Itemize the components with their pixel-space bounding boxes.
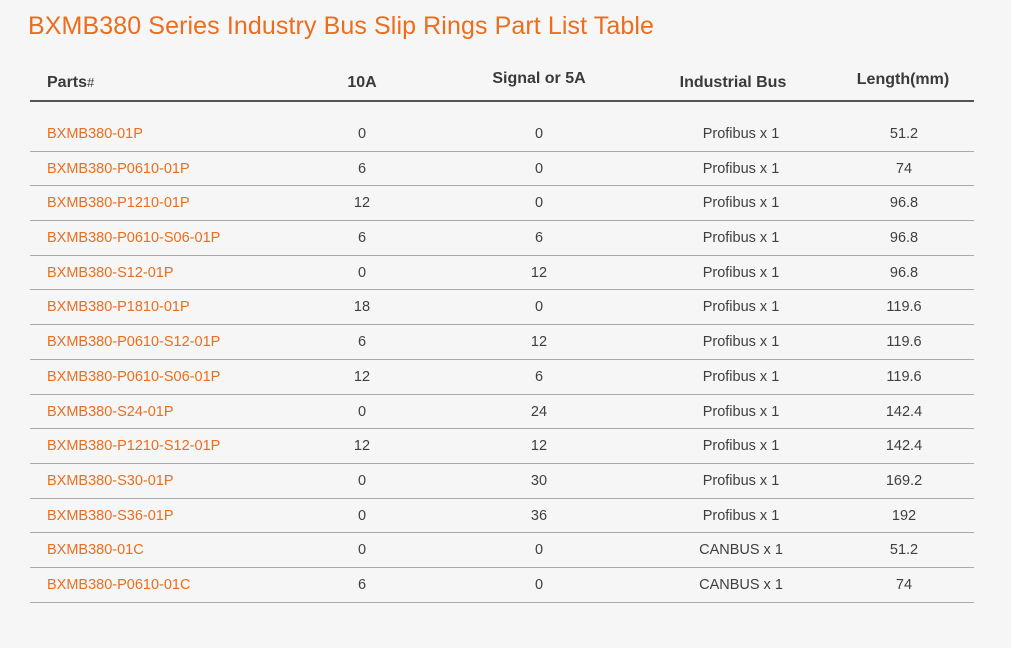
table-row: BXMB380-P0610-S06-01P 12 6 Profibus x 1 119.6 (30, 360, 974, 395)
header-parts: Parts# (47, 74, 95, 91)
table-row: BXMB380-P0610-S06-01P 6 6 Profibus x 1 96.8 (30, 221, 974, 256)
cell-part: BXMB380-P0610-01C (47, 576, 191, 593)
table-row: BXMB380-S36-01P 0 36 Profibus x 1 192 (30, 499, 974, 534)
table-row: BXMB380-P0610-01C 6 0 CANBUS x 1 74 (30, 568, 974, 603)
cell-part: BXMB380-P0610-S06-01P (47, 230, 221, 247)
table-header: Parts# 10A Signal or 5A Industrial Bus Length(mm) (30, 68, 974, 102)
table-row: BXMB380-S24-01P 0 24 Profibus x 1 142.4 (30, 395, 974, 430)
table-body (30, 117, 974, 603)
cell-part: BXMB380-S36-01P (47, 507, 174, 524)
cell-part: BXMB380-P0610-01P (47, 160, 190, 177)
header-parts-suffix: # (87, 75, 95, 90)
cell-part: BXMB380-P0610-S12-01P (47, 334, 221, 351)
cell-part: BXMB380-S24-01P (47, 403, 174, 420)
cell-part: BXMB380-S12-01P (47, 264, 174, 281)
cell-part: BXMB380-P0610-S06-01P (47, 368, 221, 385)
cell-part: BXMB380-S30-01P (47, 472, 174, 489)
cell-part: BXMB380-P1210-S12-01P (47, 438, 221, 455)
page-title: BXMB380 Series Industry Bus Slip Rings Part List Table (28, 12, 655, 40)
table-row: BXMB380-P1210-01P 12 0 Profibus x 1 96.8 (30, 186, 974, 221)
table-row: BXMB380-01P 0 0 Profibus x 1 51.2 (30, 117, 974, 152)
table-row: BXMB380-P1210-S12-01P 12 12 Profibus x 1 142.4 (30, 429, 974, 464)
cell-part: BXMB380-P1810-01P (47, 299, 190, 316)
cell-part: BXMB380-01C (47, 542, 144, 559)
table-row: BXMB380-01C 0 0 CANBUS x 1 51.2 (30, 533, 974, 568)
table-row: BXMB380-P1810-01P 18 0 Profibus x 1 119.6 (30, 290, 974, 325)
table-row: BXMB380-P0610-S12-01P 6 12 Profibus x 1 119.6 (30, 325, 974, 360)
table-row: BXMB380-P0610-01P 6 0 Profibus x 1 74 (30, 152, 974, 187)
table-row: BXMB380-S12-01P 0 12 Profibus x 1 96.8 (30, 256, 974, 291)
cell-part: BXMB380-01P (47, 126, 143, 142)
table-row: BXMB380-S30-01P 0 30 Profibus x 1 169.2 (30, 464, 974, 499)
cell-part: BXMB380-P1210-01P (47, 195, 190, 212)
